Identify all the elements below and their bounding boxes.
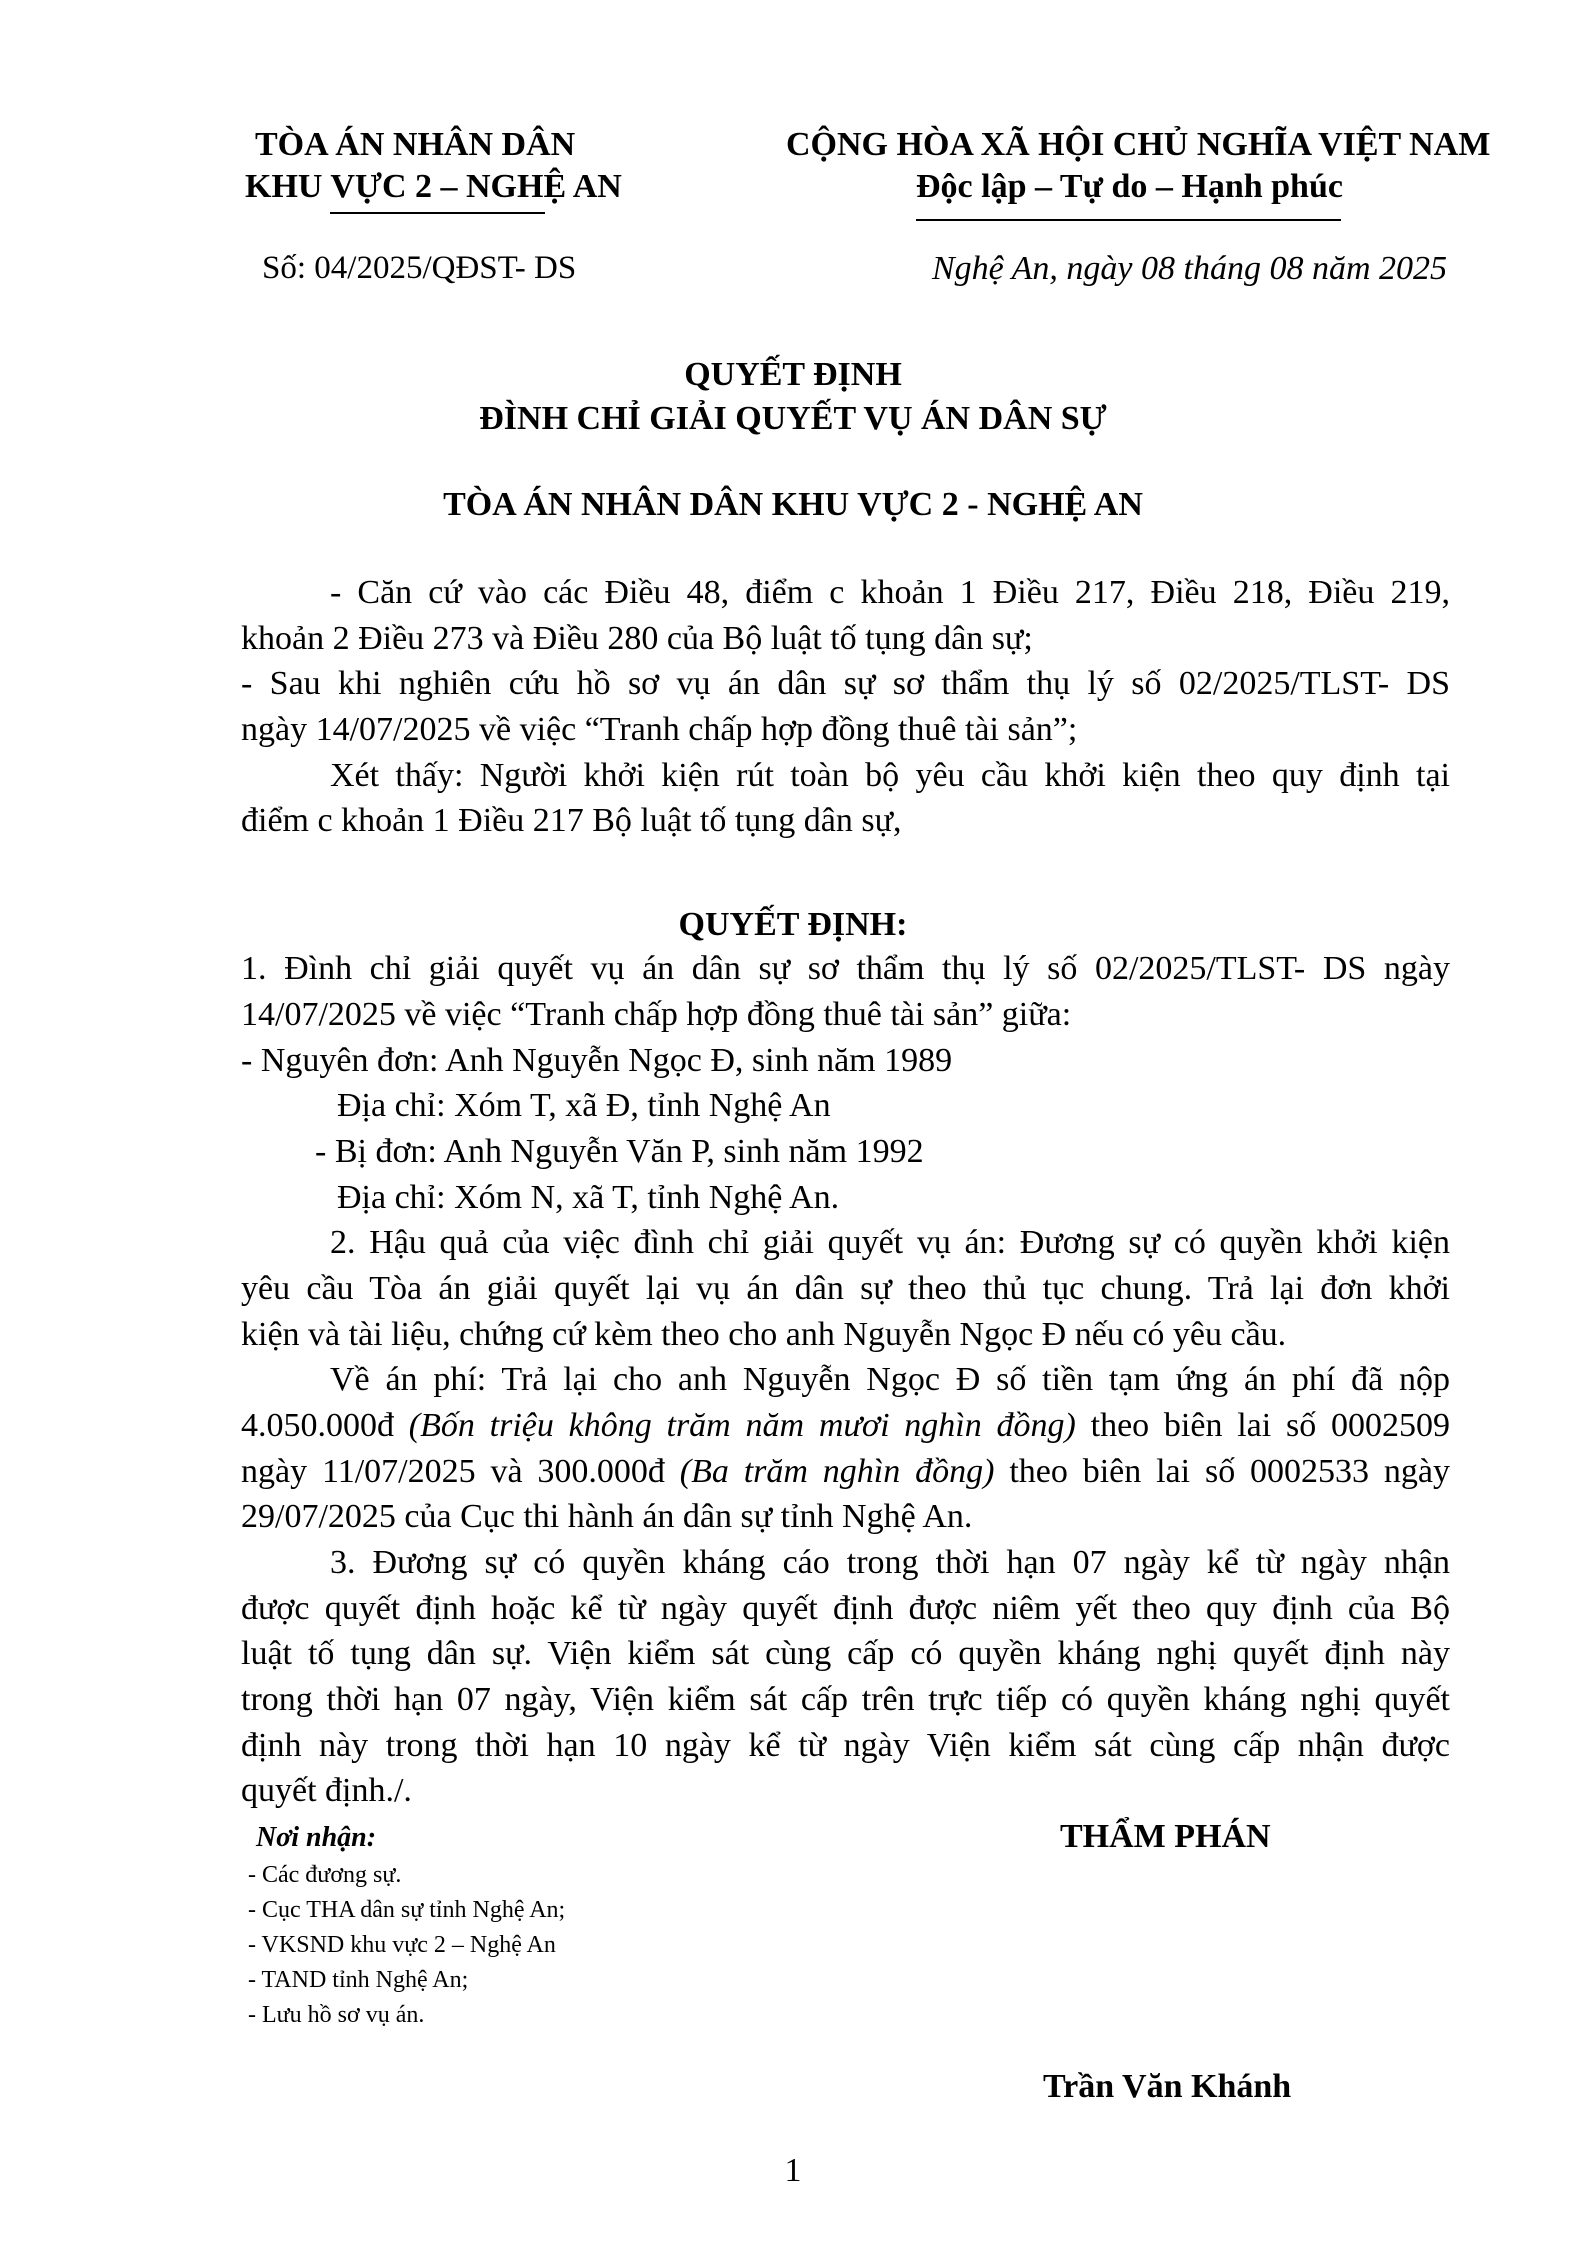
basis-line: - Sau khi nghiên cứu hồ sơ vụ án dân sự sơ thẩm thụ lý số 02/2025/TLST- DS [241,665,1450,702]
decision-line: trong thời hạn 07 ngày, Viện kiểm sát cấp trên trực tiếp có quyền kháng nghị quyết [241,1681,1450,1718]
fee-receipt: theo biên lai số 0002509 [1075,1407,1451,1444]
fee-line: Về án phí: Trả lại cho anh Nguyễn Ngọc Đ số tiền tạm ứng án phí đã nộp [330,1361,1450,1398]
judge-title: THẨM PHÁN [1060,1818,1271,1855]
decision-heading: QUYẾT ĐỊNH: [678,906,908,943]
page-number: 1 [784,2152,802,2189]
recipient-item: - TAND tỉnh Nghệ An; [248,1967,469,1993]
fee-receipt: theo biên lai số 0002533 ngày [994,1453,1451,1490]
decision-line: quyết định./. [241,1772,412,1809]
place-date: Nghệ An, ngày 08 tháng 08 năm 2025 [932,250,1448,287]
decision-line: được quyết định hoặc kể từ ngày quyết định được niêm yết theo quy định của Bộ [241,1590,1450,1627]
recipients-heading: Nơi nhận: [256,1822,377,1853]
fee-amount-words: (Bốn triệu không trăm năm mươi nghìn đồng) [408,1407,1076,1444]
fee-amount: ngày 11/07/2025 và 300.000đ [241,1453,680,1490]
fee-amount: 4.050.000đ [241,1407,409,1444]
recipient-item: - VKSND khu vực 2 – Nghệ An [248,1932,556,1958]
decision-subtitle: ĐÌNH CHỈ GIẢI QUYẾT VỤ ÁN DÂN SỰ [479,400,1107,437]
decision-line: 2. Hậu quả của việc đình chỉ giải quyết vụ án: Đương sự có quyền khởi kiện [330,1224,1450,1261]
recipient-item: - Các đương sự. [248,1862,402,1888]
basis-line: ngày 14/07/2025 về việc “Tranh chấp hợp đồng thuê tài sản”; [241,711,1078,748]
decision-line: yêu cầu Tòa án giải quyết lại vụ án dân sự theo thủ tục chung. Trả lại đơn khởi [241,1270,1450,1307]
court-name-line1: TÒA ÁN NHÂN DÂN [255,126,576,163]
fee-line [241,1407,1450,1445]
decision-line: định này trong thời hạn 10 ngày kể từ ngày Viện kiểm sát cùng cấp nhận được [241,1727,1450,1764]
defendant-address: Địa chỉ: Xóm N, xã T, tỉnh Nghệ An. [337,1179,840,1216]
decision-title: QUYẾT ĐỊNH [684,356,902,393]
basis-line: Xét thấy: Người khởi kiện rút toàn bộ yêu cầu khởi kiện theo quy định tại [330,757,1450,794]
fee-line: 29/07/2025 của Cục thi hành án dân sự tỉnh Nghệ An. [241,1498,973,1535]
basis-line: điểm c khoản 1 Điều 217 Bộ luật tố tụng dân sự, [241,802,902,839]
decision-line: luật tố tụng dân sự. Viện kiểm sát cùng cấp có quyền kháng nghị quyết định này [241,1635,1450,1672]
issuing-court: TÒA ÁN NHÂN DÂN KHU VỰC 2 - NGHỆ AN [443,486,1143,523]
plaintiff: - Nguyên đơn: Anh Nguyễn Ngọc Đ, sinh năm 1989 [241,1042,953,1079]
court-name-line2: KHU VỰC 2 – NGHỆ AN [245,168,622,205]
decision-line: 3. Đương sự có quyền kháng cáo trong thời hạn 07 ngày kể từ ngày nhận [330,1544,1450,1581]
basis-line: - Căn cứ vào các Điều 48, điểm c khoản 1 Điều 217, Điều 218, Điều 219, [330,574,1450,611]
nation-motto: Độc lập – Tự do – Hạnh phúc [916,168,1343,205]
fee-line [241,1453,1450,1491]
recipient-item: - Lưu hồ sơ vụ án. [248,2002,425,2028]
decision-line: 14/07/2025 về việc “Tranh chấp hợp đồng thuê tài sản” giữa: [241,996,1072,1033]
doc-number: Số: 04/2025/QĐST- DS [262,250,577,286]
decision-line: kiện và tài liệu, chứng cứ kèm theo cho anh Nguyễn Ngọc Đ nếu có yêu cầu. [241,1316,1287,1353]
court-underline [330,212,545,214]
nation-title: CỘNG HÒA XÃ HỘI CHỦ NGHĨA VIỆT NAM [786,126,1491,163]
decision-line: 1. Đình chỉ giải quyết vụ án dân sự sơ thẩm thụ lý số 02/2025/TLST- DS ngày [241,950,1450,987]
recipient-item: - Cục THA dân sự tỉnh Nghệ An; [248,1897,566,1923]
defendant: - Bị đơn: Anh Nguyễn Văn P, sinh năm 1992 [315,1133,924,1170]
plaintiff-address: Địa chỉ: Xóm T, xã Đ, tỉnh Nghệ An [337,1087,831,1124]
motto-underline [916,219,1341,221]
fee-amount-words: (Ba trăm nghìn đồng) [679,1453,995,1490]
judge-name: Trần Văn Khánh [1043,2068,1292,2105]
basis-line: khoản 2 Điều 273 và Điều 280 của Bộ luật tố tụng dân sự; [241,620,1033,657]
